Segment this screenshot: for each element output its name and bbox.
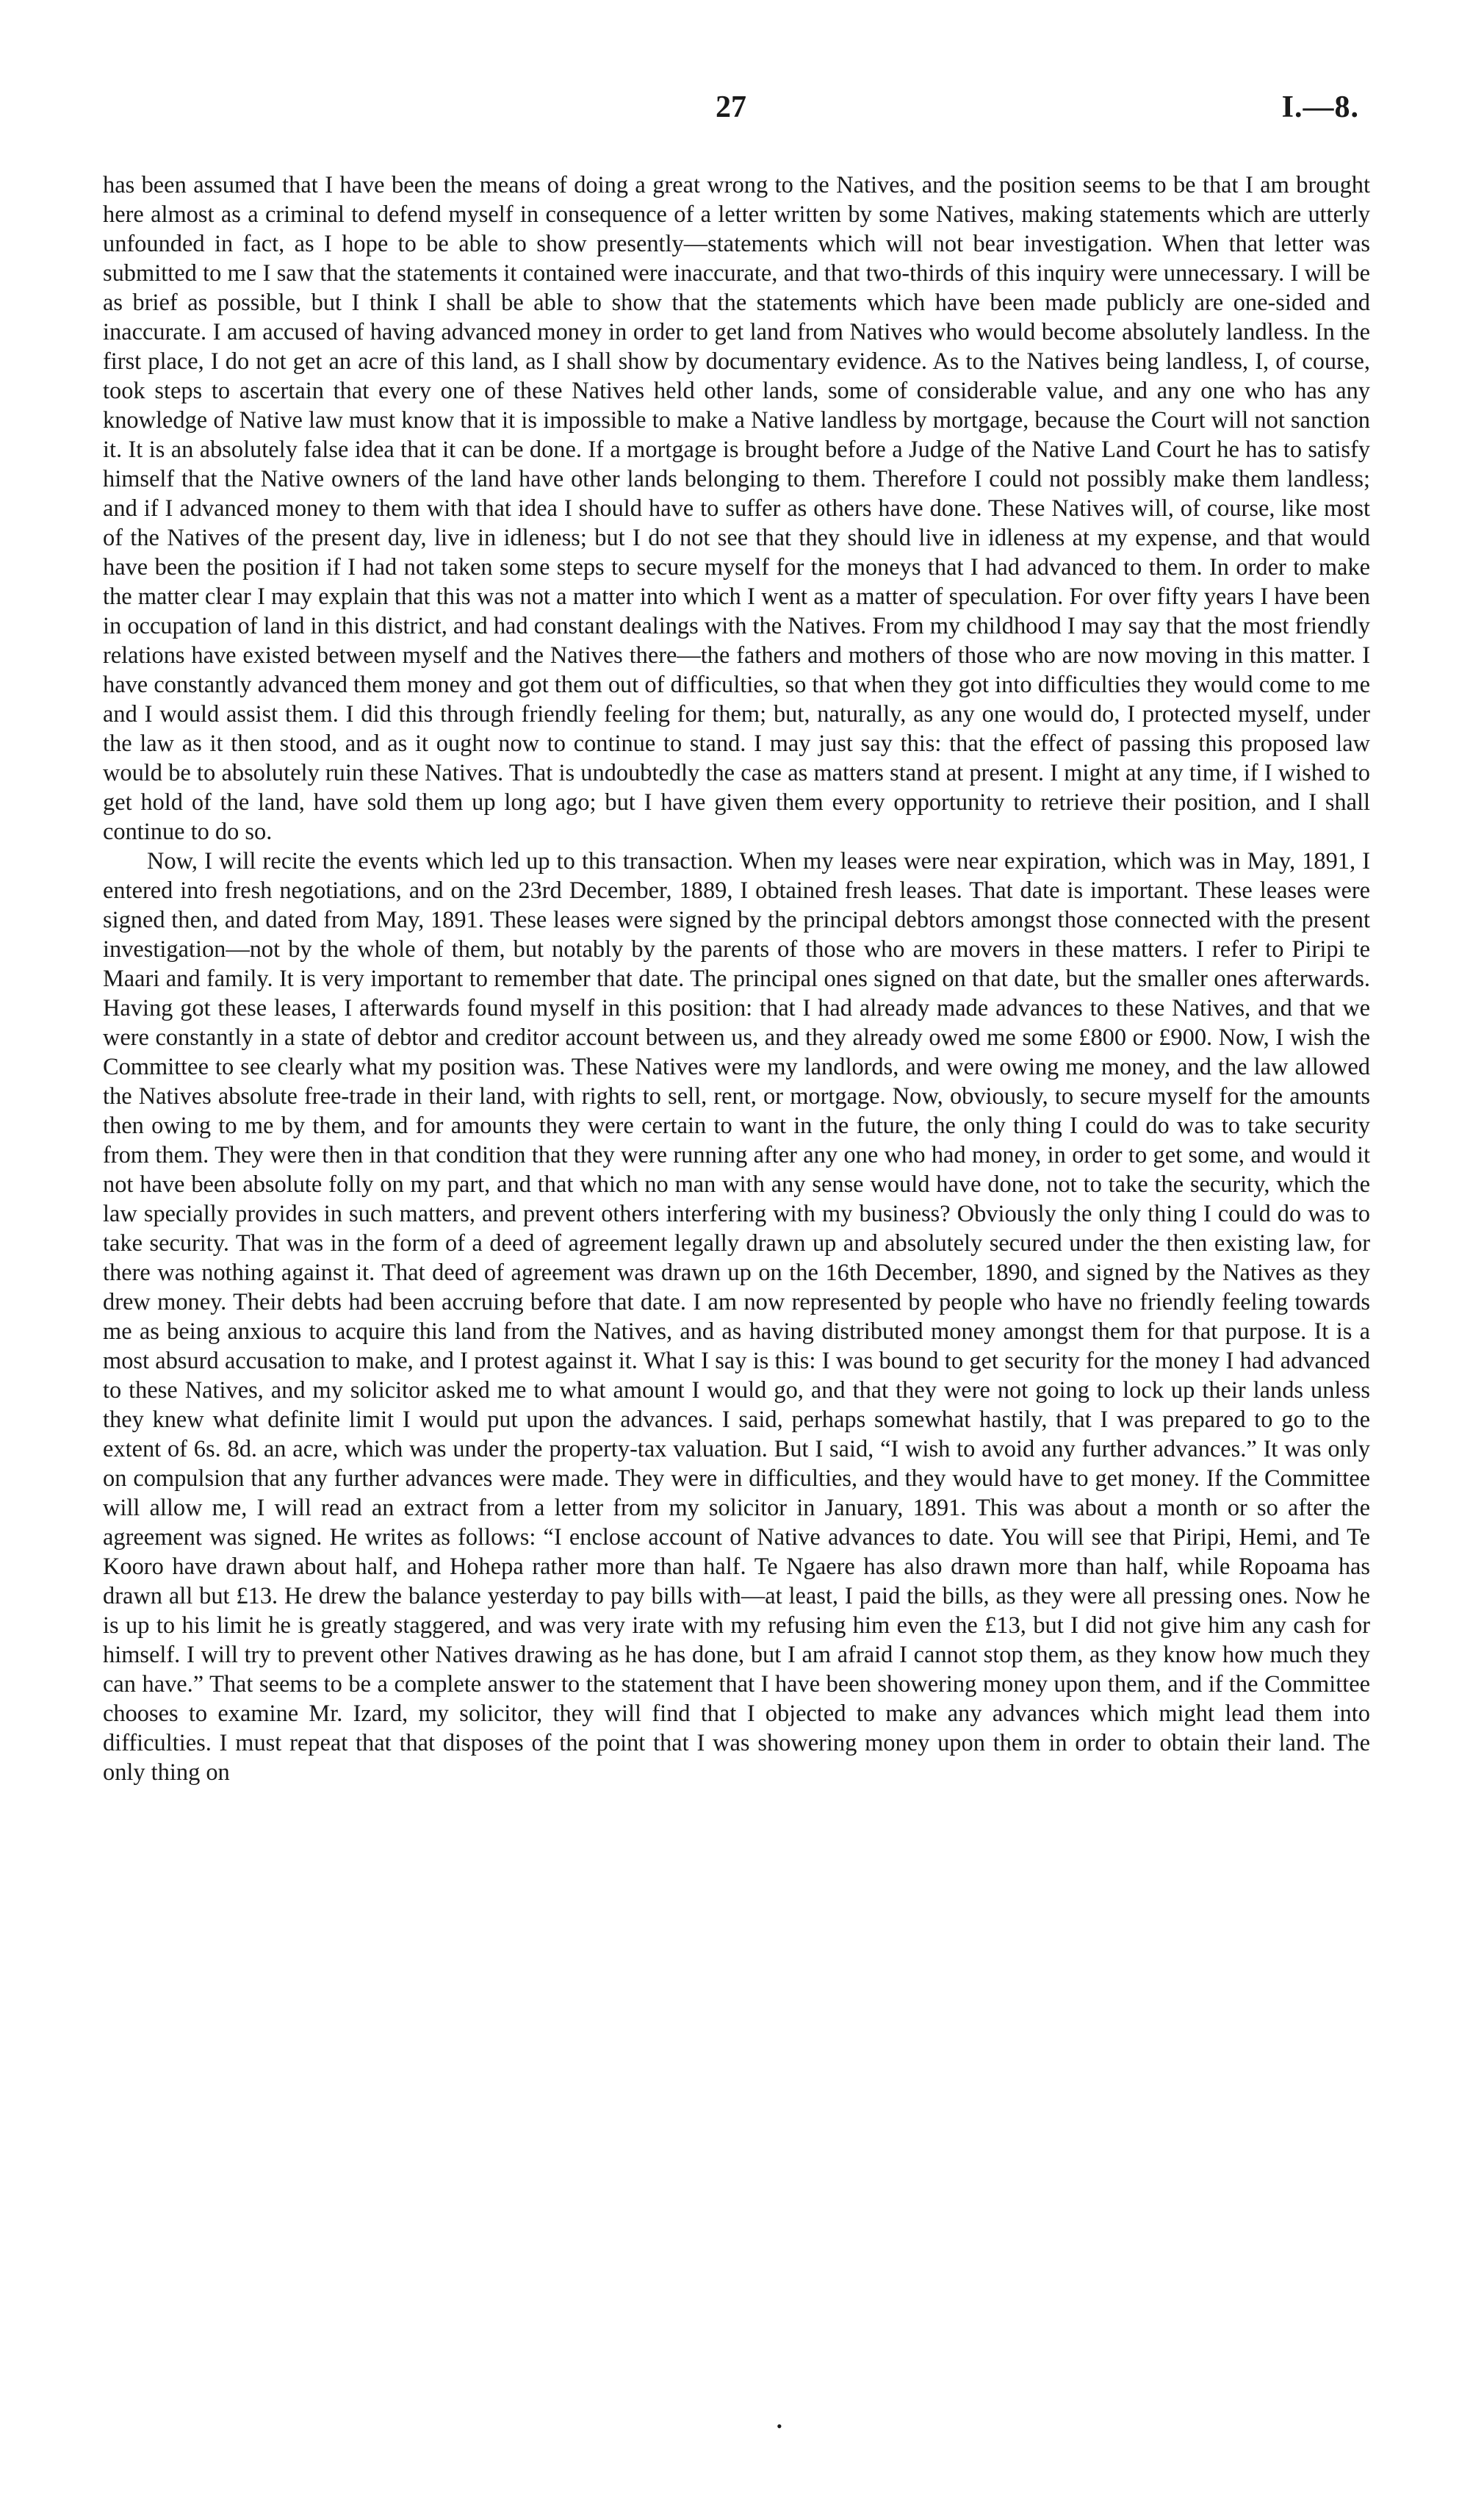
paragraph-continuation: has been assumed that I have been the means of doing a great wrong to the Natives, and the position seems to be that I am brought here almost as a criminal to defend myself in consequence of a letter written by some Natives, making statements which are utterly unfounded in fact, as I hope to be able to show presently—statements which will not bear investigation. When that letter was submitted to me I saw that the statements it contained were inaccurate, and that two-thirds of this inquiry were unnecessary. I will be as brief as possible, but I think I shall be able to show that the statements which have been made publicly are one-sided and inaccurate. I am accused of having advanced money in order to get land from Natives who would become absolutely landless. In the first place, I do not get an acre of this land, as I shall show by documentary evidence. As to the Natives being landless, I, of course, took steps to ascertain that every one of these Natives held other lands, some of considerable value, and any one who has any knowledge of Native law must know that it is impossible to make a Native landless by mortgage, because the Court will not sanction it. It is an absolutely false idea that it can be done. If a mortgage is brought before a Judge of the Native Land Court he has to satisfy himself that the Native owners of the land have other lands belonging to them. Therefore I could not possibly make them landless; and if I advanced money to them with that idea I should have to suffer as others have done. These Natives will, of course, like most of the Natives of the present day, live in idleness; but I do not see that they should live in idleness at my expense, and that would have been the position if I had not taken some steps to secure myself for the moneys that I had advanced to them. In order to make the matter clear I may explain that this was not a matter into which I went as a matter of speculation. For over fifty years I have been in occupation of land in this district, and had constant dealings with the Natives. From my childhood I may say that the most friendly relations have existed between myself and the Natives there—the fathers and mothers of those who are now moving in this matter. I have constantly advanced them money and got them out of difficulties, so that when they got into difficulties they would come to me and I would assist them. I did this through friendly feeling for them; but, naturally, as any one would do, I protected myself, under the law as it then stood, and as it ought now to continue to stand. I may just say this: that the effect of passing this proposed law would be to absolutely ruin these Natives. That is undoubtedly the case as matters stand at present. I might at any time, if I wished to get hold of the land, have sold them up long ago; but I have given them every opportunity to retrieve their position, and I shall continue to do so. bbox=[103, 172, 1370, 845]
page-number: 27 bbox=[716, 90, 746, 124]
paragraph-events: Now, I will recite the events which led up to this transaction. When my leases were near expiration, which was in May, 1891, I entered into fresh negotiations, and on the 23rd December, 1889, I obtained fresh leases. That date is important. These leases were signed then, and dated from May, 1891. These leases were signed by the principal debtors amongst those connected with the present investigation—not by the whole of them, but notably by the parents of those who are movers in these matters. I refer to Piripi te Maari and family. It is very important to remember that date. The principal ones signed on that date, but the smaller ones afterwards. Having got these leases, I afterwards found myself in this position: that I had already made advances to these Natives, and that we were constantly in a state of debtor and creditor account between us, and they already owed me some £800 or £900. Now, I wish the Committee to see clearly what my position was. These Natives were my landlords, and were owing me money, and the law allowed the Natives absolute free-trade in their land, with rights to sell, rent, or mortgage. Now, obviously, to secure myself for the amounts then owing to me by them, and for amounts they were certain to want in the future, the only thing I could do was to take security from them. They were then in that condition that they were running after any one who had money, in order to get some, and would it not have been absolute folly on my part, and that which no man with any sense would have done, not to take the security, which the law specially provides in such matters, and prevent others interfering with my business? Obviously the only thing I could do was to take security. That was in the form of a deed of agreement legally drawn up and absolutely secured under the then existing law, for there was nothing against it. That deed of agreement was drawn up on the 16th December, 1890, and signed by the Natives as they drew money. Their debts had been accruing before that date. I am now represented by people who have no friendly feeling towards me as being anxious to acquire this land from the Natives, and as having distributed money amongst them for that purpose. It is a most absurd accusation to make, and I protest against it. What I say is this: I was bound to get security for the money I had advanced to these Natives, and my solicitor asked me to what amount I would go, and that they were not going to lock up their lands unless they knew what definite limit I would put upon the advances. I said, perhaps somewhat hastily, that I was prepared to go to the extent of 6s. 8d. an acre, which was under the property-tax valuation. But I said, “I wish to avoid any further advances.” It was only on compulsion that any further advances were made. They were in difficulties, and they would have to get money. If the Committee will allow me, I will read an extract from a letter from my solicitor in January, 1891. This was about a month or so after the agreement was signed. He writes as follows: “I enclose account of Native advances to date. You will see that Piripi, Hemi, and Te Kooro have drawn about half, and Hohepa rather more than half. Te Ngaere has also drawn more than half, while Ropoama has drawn all but £13. He drew the balance yesterday to pay bills with—at least, I paid the bills, as they were all pressing ones. Now he is up to his limit he is greatly staggered, and was very irate with my refusing him even the £13, but I did not give him any cash for himself. I will try to prevent other Natives drawing as he has done, but I am afraid I cannot stop them, as they know how much they can have.” That seems to be a complete answer to the statement that I have been showering money upon them, and if the Committee chooses to examine Mr. Izard, my solicitor, they will find that I objected to make any advances which might lead them into difficulties. I must repeat that that disposes of the point that I was showering money upon them in order to obtain their land. The only thing on bbox=[103, 848, 1370, 1786]
footer-mark: • bbox=[777, 2417, 782, 2435]
page-header bbox=[103, 90, 1359, 134]
document-reference: I.—8. bbox=[1281, 90, 1359, 124]
body-text bbox=[103, 170, 1370, 1787]
